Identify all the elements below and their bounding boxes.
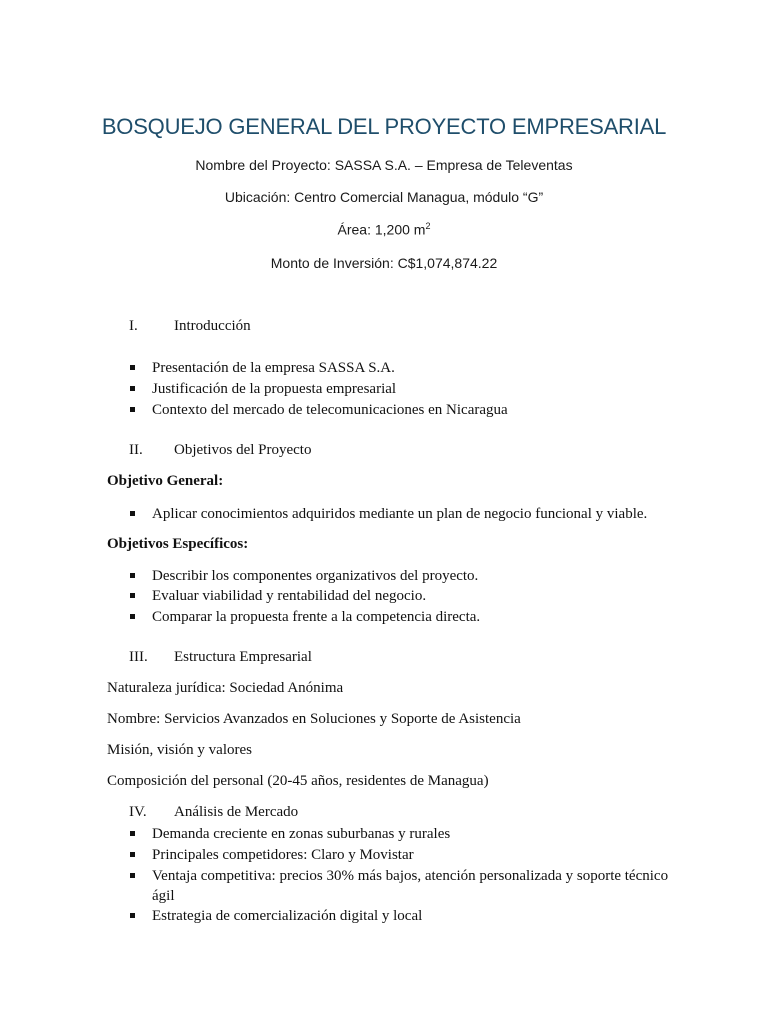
- structure-line: Nombre: Servicios Avanzados en Soluciones y Soporte de Asistencia: [107, 711, 521, 727]
- bullet-square-icon: [130, 573, 135, 578]
- document-title: BOSQUEJO GENERAL DEL PROYECTO EMPRESARIAL: [101, 114, 667, 139]
- section-3-number: III.: [129, 649, 148, 665]
- list-item-text: Describir los componentes organizativos del proyecto.: [152, 568, 479, 584]
- section-3-title: Estructura Empresarial: [174, 649, 312, 665]
- project-area: [0, 221, 768, 238]
- list-item-text: Estrategia de comercialización digital y local: [152, 908, 423, 924]
- list-item-text: Evaluar viabilidad y rentabilidad del negocio.: [152, 588, 427, 604]
- section-2-title: Objetivos del Proyecto: [174, 442, 312, 458]
- specific-objectives-label: Objetivos Específicos:: [107, 536, 249, 552]
- section-4-title: Análisis de Mercado: [174, 804, 299, 820]
- section-1-number: I.: [129, 318, 138, 334]
- list-item-text: Presentación de la empresa SASSA S.A.: [152, 360, 395, 376]
- bullet-square-icon: [130, 913, 135, 918]
- general-objective-label: Objetivo General:: [107, 473, 224, 489]
- bullet-square-icon: [130, 831, 135, 836]
- bullet-square-icon: [130, 365, 135, 370]
- list-item-text: Demanda creciente en zonas suburbanas y rurales: [152, 826, 451, 842]
- project-location: Ubicación: Centro Comercial Managua, módulo “G”: [224, 189, 544, 205]
- list-item-text: Comparar la propuesta frente a la competencia directa.: [152, 609, 481, 625]
- bullet-square-icon: [130, 614, 135, 619]
- list-item-text: Aplicar conocimientos adquiridos mediante un plan de negocio funcional y viable.: [152, 506, 648, 522]
- bullet-square-icon: [130, 873, 135, 878]
- list-item-text: Ventaja competitiva: precios 30% más bajos, atención personalizada y soporte técnico ágil: [152, 868, 669, 904]
- structure-line: Naturaleza jurídica: Sociedad Anónima: [107, 680, 344, 696]
- structure-line: Misión, visión y valores: [107, 742, 252, 758]
- bullet-square-icon: [130, 593, 135, 598]
- structure-line: Composición del personal (20-45 años, residentes de Managua): [107, 773, 489, 789]
- list-item-text: Principales competidores: Claro y Movistar: [152, 847, 414, 863]
- section-1-title: Introducción: [174, 318, 251, 334]
- project-investment: Monto de Inversión: C$1,074,874.22: [270, 255, 498, 271]
- list-item-text: Contexto del mercado de telecomunicaciones en Nicaragua: [152, 402, 508, 418]
- section-4-number: IV.: [129, 804, 147, 820]
- bullet-square-icon: [130, 407, 135, 412]
- project-area-sup: 2: [425, 221, 431, 231]
- project-name: Nombre del Proyecto: SASSA S.A. – Empresa de Televentas: [195, 157, 573, 173]
- list-item-text: Justificación de la propuesta empresarial: [152, 381, 397, 397]
- bullet-square-icon: [130, 511, 135, 516]
- bullet-square-icon: [130, 386, 135, 391]
- section-2-number: II.: [129, 442, 143, 458]
- project-area-text: Área: 1,200 m: [337, 221, 426, 238]
- bullet-square-icon: [130, 852, 135, 857]
